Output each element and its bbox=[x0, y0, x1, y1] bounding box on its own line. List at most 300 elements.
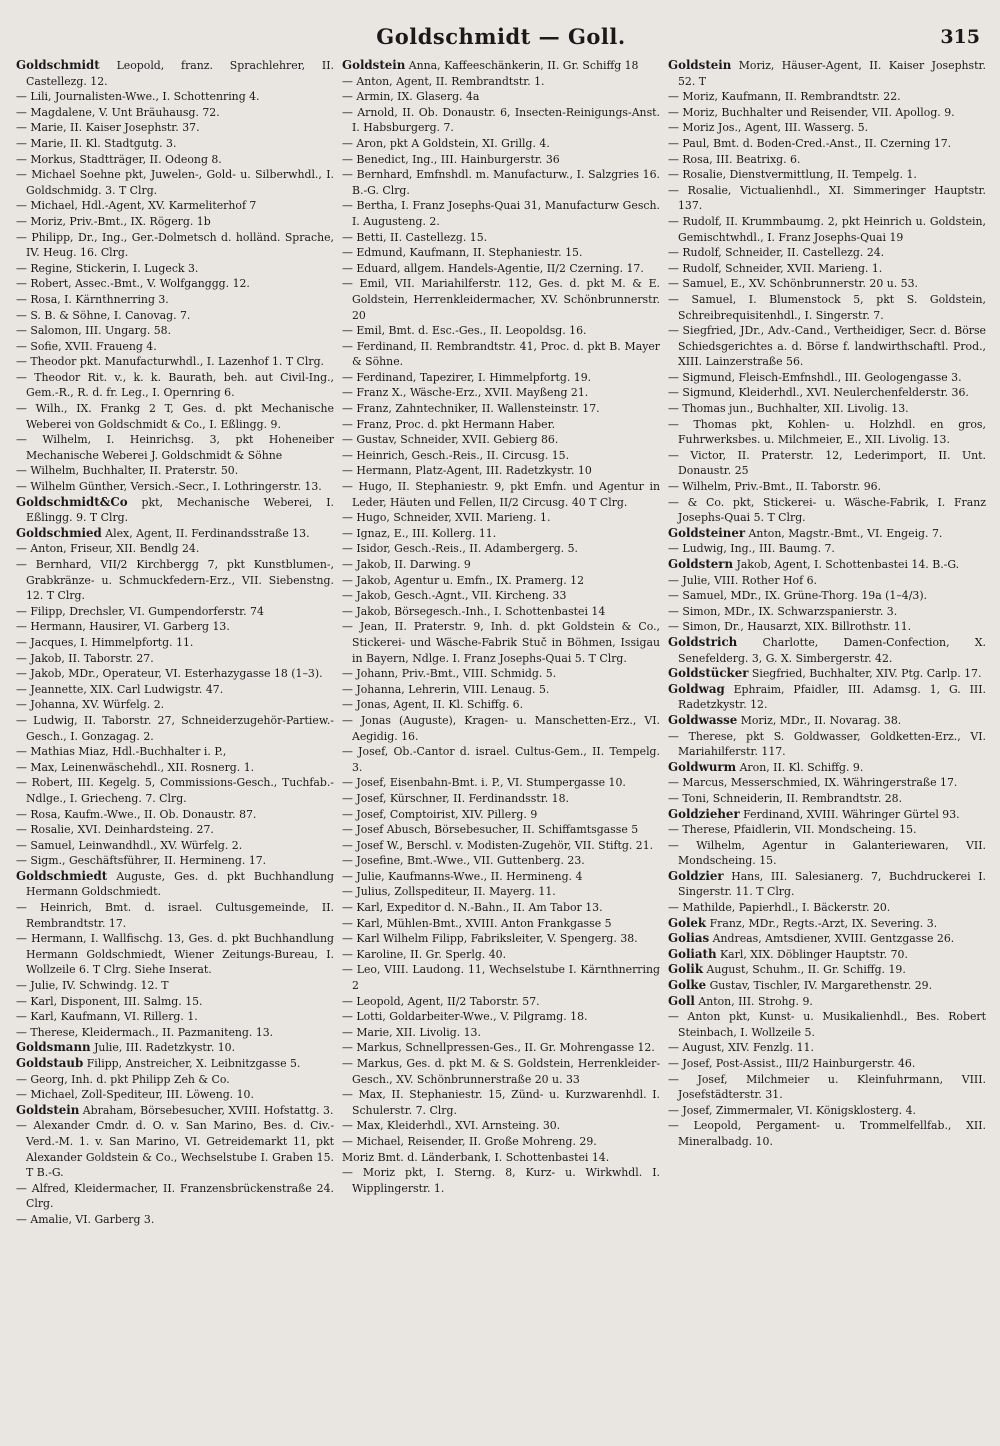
page-header bbox=[16, 22, 986, 58]
directory-entry bbox=[342, 58, 660, 74]
directory-entry bbox=[16, 978, 334, 994]
directory-entry bbox=[16, 604, 334, 620]
entry-text: Andreas, Amtsdiener, XVIII. Gentzgasse 26. bbox=[709, 932, 955, 946]
directory-entry bbox=[668, 152, 986, 168]
entry-text: — Rosa, Kaufm.-Wwe., II. Ob. Donaustr. 87. bbox=[16, 807, 257, 821]
directory-entry bbox=[668, 791, 986, 807]
entry-text: Franz, MDr., Regts.-Arzt, IX. Severing. 3. bbox=[706, 916, 938, 930]
directory-entry bbox=[342, 74, 660, 90]
directory-entry bbox=[342, 401, 660, 417]
directory-entry bbox=[342, 744, 660, 775]
entry-text: — Jacques, I. Himmelpfortg. 11. bbox=[16, 635, 194, 649]
entry-text: — Josef, Eisenbahn-Bmt. i. P., VI. Stumpergasse 10. bbox=[342, 776, 626, 790]
entry-surname: Golik bbox=[668, 962, 704, 977]
entry-text: — Anton, Agent, II. Rembrandtstr. 1. bbox=[342, 74, 545, 88]
entry-surname: Goldschmied bbox=[16, 525, 102, 540]
entry-text: — Anton pkt, Kunst- u. Musikalienhdl., Bes. Robert Steinbach, I. Wollzeile 5. bbox=[668, 1010, 986, 1039]
entry-surname: Goll bbox=[668, 993, 695, 1008]
directory-entry bbox=[668, 526, 986, 542]
directory-entry bbox=[342, 1009, 660, 1025]
entry-text: — Josef, Zimmermaler, VI. Königsklosterg. 4. bbox=[668, 1103, 916, 1117]
entry-text: — Franz, Proc. d. pkt Hermann Haber. bbox=[342, 417, 556, 431]
entry-surname: Goldwasse bbox=[668, 712, 738, 727]
entry-text: — Alfred, Kleidermacher, II. Franzensbrückenstraße 24. Clrg. bbox=[16, 1181, 334, 1211]
entry-text: Moriz, Häuser-Agent, II. Kaiser Josephstr. 52. T bbox=[678, 59, 986, 88]
entry-text: — Hermann, Hausirer, VI. Garberg 13. bbox=[16, 620, 230, 634]
directory-entry bbox=[16, 635, 334, 651]
entry-text: — Hermann, I. Wallfischg. 13, Ges. d. pkt Buchhandlung Hermann Goldschmiedt, Wiener Zeitungs-Bureau, I. Wollzeile 6. T Clrg. Siehe Inserat. bbox=[16, 932, 334, 977]
entry-text: — Isidor, Gesch.-Reis., II. Adambergerg. 5. bbox=[342, 542, 578, 556]
directory-entry bbox=[668, 619, 986, 635]
directory-entry bbox=[16, 822, 334, 838]
directory-entry bbox=[668, 604, 986, 620]
directory-entry bbox=[16, 1181, 334, 1212]
entry-text: — Josefine, Bmt.-Wwe., VII. Guttenberg. 23. bbox=[342, 854, 585, 868]
entry-text: Karl, XIX. Döblinger Hauptstr. 70. bbox=[716, 947, 908, 961]
entry-text: — Rosalie, Dienstvermittlung, II. Tempelg. 1. bbox=[668, 168, 917, 182]
directory-entry bbox=[16, 167, 334, 198]
directory-entry bbox=[16, 308, 334, 324]
entry-text: — Johanna, Lehrerin, VIII. Lenaug. 5. bbox=[342, 682, 550, 696]
entry-text: — Sofie, XVII. Fraueng 4. bbox=[16, 339, 157, 353]
entry-text: — Heinrich, Gesch.-Reis., II. Circusg. 15. bbox=[342, 448, 570, 462]
entry-text: — Amalie, VI. Garberg 3. bbox=[16, 1212, 155, 1226]
directory-entry bbox=[668, 541, 986, 557]
directory-entry bbox=[668, 292, 986, 323]
column-1 bbox=[16, 58, 334, 1228]
entry-text: — Josef, Milchmeier u. Kleinfuhrmann, VIII. Josefstädterstr. 31. bbox=[668, 1072, 986, 1102]
entry-surname: Goldstein bbox=[668, 58, 732, 72]
directory-entry bbox=[342, 869, 660, 885]
directory-entry bbox=[16, 495, 334, 526]
entry-text: — Mathilde, Papierhdl., I. Bäckerstr. 20. bbox=[668, 901, 891, 915]
entry-text: — Sigm., Geschäftsführer, II. Hermineng. 17. bbox=[16, 854, 267, 868]
directory-entry bbox=[668, 245, 986, 261]
entry-text: — Johann, Priv.-Bmt., VIII. Schmidg. 5. bbox=[342, 667, 557, 681]
entry-text: — Wilhelm Günther, Versich.-Secr., I. Lothringerstr. 13. bbox=[16, 480, 322, 494]
directory-entry bbox=[668, 978, 986, 994]
entry-text: Anna, Kaffeeschänkerin, II. Gr. Schiffg 18 bbox=[405, 59, 639, 72]
directory-entry bbox=[342, 807, 660, 823]
directory-entry bbox=[668, 822, 986, 838]
directory-entry bbox=[668, 495, 986, 526]
directory-entry bbox=[668, 183, 986, 214]
directory-entry bbox=[16, 136, 334, 152]
entry-text: — Josef Abusch, Börsebesucher, II. Schiffamtsgasse 5 bbox=[342, 823, 639, 837]
entry-text: Hans, III. Salesianerg. 7, Buchdruckerei I. Singerstr. 11. T Clrg. bbox=[678, 869, 986, 899]
directory-entry bbox=[668, 947, 986, 963]
entry-text: — Karoline, II. Gr. Sperlg. 40. bbox=[342, 947, 507, 961]
directory-entry bbox=[668, 994, 986, 1010]
directory-entry bbox=[342, 931, 660, 947]
directory-entry bbox=[342, 245, 660, 261]
directory-entry bbox=[16, 276, 334, 292]
entry-text: Moriz, MDr., II. Novarag. 38. bbox=[737, 713, 902, 727]
entry-text: — Betti, II. Castellezg. 15. bbox=[342, 230, 488, 244]
entry-text: — Therese, Pfaidlerin, VII. Mondscheing. 15. bbox=[668, 823, 917, 837]
directory-entry bbox=[16, 994, 334, 1010]
directory-entry bbox=[668, 1040, 986, 1056]
entry-text: Julie, III. Radetzkystr. 10. bbox=[90, 1041, 236, 1055]
entry-text: Aron, II. Kl. Schiffg. 9. bbox=[736, 760, 864, 774]
entry-text: — Max, Leinenwäschehdl., XII. Rosnerg. 1. bbox=[16, 760, 255, 774]
directory-entry bbox=[342, 1150, 660, 1166]
directory-entry bbox=[342, 167, 660, 198]
directory-entry bbox=[668, 635, 986, 666]
entry-text: — Marie, II. Kl. Stadtgutg. 3. bbox=[16, 136, 177, 150]
entry-text: — Emil, Bmt. d. Esc.-Ges., II. Leopoldsg. 16. bbox=[342, 324, 587, 338]
directory-entry bbox=[342, 323, 660, 339]
directory-entry bbox=[668, 385, 986, 401]
directory-entry bbox=[342, 1056, 660, 1087]
entry-text: — Michael, Hdl.-Agent, XV. Karmeliterhof 7 bbox=[16, 199, 257, 213]
entry-text: — Jakob, Börsegesch.-Inh., I. Schottenbastei 14 bbox=[342, 604, 606, 618]
entry-surname: Goliath bbox=[668, 946, 717, 961]
directory-entry bbox=[668, 448, 986, 479]
directory-entry bbox=[16, 838, 334, 854]
entry-text: — Jonas, Agent, II. Kl. Schiffg. 6. bbox=[342, 698, 524, 712]
directory-entry bbox=[668, 1056, 986, 1072]
entry-surname: Goldsmann bbox=[16, 1040, 91, 1055]
entry-text: — Moriz, Buchhalter und Reisender, VII. Apollog. 9. bbox=[668, 105, 955, 119]
entry-text: — Moriz, Kaufmann, II. Rembrandtstr. 22. bbox=[668, 90, 901, 104]
entry-surname: Goldstücker bbox=[668, 666, 749, 681]
directory-entry bbox=[16, 1087, 334, 1103]
entry-text: — Sigmund, Kleiderhdl., XVI. Neulerchenfelderstr. 36. bbox=[668, 386, 969, 400]
entry-text: — Lotti, Goldarbeiter-Wwe., V. Pilgramg. 18. bbox=[342, 1010, 588, 1024]
directory-entry bbox=[668, 323, 986, 370]
entry-text: — Ludwig, Ing., III. Baumg. 7. bbox=[668, 542, 835, 556]
entry-text: — Jakob, II. Darwing. 9 bbox=[342, 558, 471, 571]
entry-text: — Lili, Journalisten-Wwe., I. Schottenring 4. bbox=[16, 90, 260, 104]
entry-text: — Samuel, E., XV. Schönbrunnerstr. 20 u. 53. bbox=[668, 277, 918, 291]
entry-surname: Goldzier bbox=[668, 868, 724, 883]
directory-entry bbox=[342, 541, 660, 557]
directory-entry bbox=[342, 557, 660, 573]
page-number: 315 bbox=[940, 26, 980, 48]
entry-text: Anton, III. Strohg. 9. bbox=[694, 994, 813, 1008]
directory-entry bbox=[16, 230, 334, 261]
entry-text: — Michael, Reisender, II. Große Mohreng. 29. bbox=[342, 1134, 597, 1148]
entry-text: — Julius, Zollspediteur, II. Mayerg. 11. bbox=[342, 885, 556, 899]
entry-text: — Benedict, Ing., III. Hainburgerstr. 36 bbox=[342, 152, 560, 166]
directory-entry bbox=[342, 198, 660, 229]
directory-entry bbox=[16, 1009, 334, 1025]
entry-text: — Josef, Ob.-Cantor d. israel. Cultus-Gem., II. Tempelg. 3. bbox=[342, 745, 660, 774]
entry-surname: Goldstein bbox=[342, 58, 406, 72]
directory-entry bbox=[16, 1025, 334, 1041]
entry-text: Filipp, Anstreicher, X. Leibnitzgasse 5. bbox=[83, 1057, 301, 1070]
directory-entry bbox=[668, 136, 986, 152]
entry-text: — Bernhard, Emfnshdl. m. Manufacturw., I. Salzgries 16. B.-G. Clrg. bbox=[342, 168, 660, 197]
entry-surname: Goldschmidt&Co bbox=[16, 494, 128, 509]
directory-entry bbox=[668, 261, 986, 277]
directory-entry bbox=[342, 1087, 660, 1118]
entry-text: — Michael Soehne pkt, Juwelen-, Gold- u. Silberwhdl., I. Goldschmidg. 3. T Clrg. bbox=[16, 168, 334, 197]
directory-entry bbox=[668, 807, 986, 823]
entry-text: — Wilh., IX. Frankg 2 T, Ges. d. pkt Mechanische Weberei von Goldschmidt & Co., I. Eßlingg. 9. bbox=[16, 402, 334, 431]
directory-entry bbox=[342, 884, 660, 900]
directory-entry bbox=[342, 838, 660, 854]
entry-surname: Goldschmiedt bbox=[16, 868, 108, 883]
entry-text: — Jakob, Agentur u. Emfn., IX. Pramerg. 12 bbox=[342, 573, 584, 587]
directory-entry bbox=[342, 588, 660, 604]
directory-entry bbox=[668, 105, 986, 121]
directory-entry bbox=[342, 448, 660, 464]
entry-text: Jakob, Agent, I. Schottenbastei 14. B.-G. bbox=[733, 558, 960, 571]
entry-text: — Karl, Kaufmann, VI. Rillerg. 1. bbox=[16, 1010, 198, 1024]
directory-entry bbox=[342, 339, 660, 370]
entry-text: — Karl, Expeditor d. N.-Bahn., II. Am Tabor 13. bbox=[342, 901, 603, 915]
entry-text: — Jakob, II. Taborstr. 27. bbox=[16, 651, 154, 665]
directory-entry bbox=[668, 916, 986, 932]
directory-entry bbox=[16, 198, 334, 214]
directory-entry bbox=[668, 1103, 986, 1119]
entry-text: — Therese, pkt S. Goldwasser, Goldketten-Erz., VI. Mariahilferstr. 117. bbox=[668, 729, 986, 759]
directory-entry bbox=[668, 931, 986, 947]
directory-entry bbox=[342, 385, 660, 401]
entry-text: — Leo, VIII. Laudong. 11, Wechselstube I. Kärnthnerring 2 bbox=[342, 963, 660, 993]
directory-entry bbox=[16, 370, 334, 401]
directory-entry bbox=[342, 261, 660, 277]
entry-text: — Max, Kleiderhdl., XVI. Arnsteing. 30. bbox=[342, 1119, 561, 1133]
entry-text: — Toni, Schneiderin, II. Rembrandtstr. 28. bbox=[668, 791, 903, 805]
column-3 bbox=[668, 58, 986, 1228]
directory-entry bbox=[342, 479, 660, 510]
entry-text: — Jean, II. Praterstr. 9, Inh. d. pkt Goldstein & Co., Stickerei- und Wäsche-Fabrik Stuč in Böhmen, Issigau in Bayern, Ndlge. I. Franz Josephs-Quai 5. T Clrg. bbox=[342, 620, 660, 665]
entry-text: — Wilhelm, Buchhalter, II. Praterstr. 50. bbox=[16, 464, 239, 478]
entry-text: Charlotte, Damen-Confection, X. Senefelderg. 3, G. X. Simbergerstr. 42. bbox=[678, 635, 986, 665]
directory-entry bbox=[16, 1212, 334, 1228]
directory-entry bbox=[668, 869, 986, 900]
directory-entry bbox=[16, 354, 334, 370]
directory-entry bbox=[668, 1072, 986, 1103]
directory-entry bbox=[668, 713, 986, 729]
directory-entry bbox=[668, 276, 986, 292]
directory-entry bbox=[342, 1025, 660, 1041]
entry-text: — Josef, Post-Assist., III/2 Hainburgerstr. 46. bbox=[668, 1057, 916, 1070]
entry-text: — Sigmund, Fleisch-Emfnshdl., III. Geologengasse 3. bbox=[668, 370, 962, 384]
entry-text: — Eduard, allgem. Handels-Agentie, II/2 Czerning. 17. bbox=[342, 261, 644, 275]
directory-entry bbox=[342, 510, 660, 526]
directory-entry bbox=[668, 760, 986, 776]
entry-text: Leopold, franz. Sprachlehrer, II. Castellezg. 12. bbox=[26, 59, 334, 88]
entry-text: — Aron, pkt A Goldstein, XI. Grillg. 4. bbox=[342, 136, 550, 150]
entry-text: — Julie, IV. Schwindg. 12. T bbox=[16, 979, 169, 993]
entry-text: — Rosalie, XVI. Deinhardsteing. 27. bbox=[16, 823, 214, 837]
directory-entry bbox=[16, 744, 334, 760]
directory-entry bbox=[16, 463, 334, 479]
entry-text: — Bernhard, VII/2 Kirchbergg 7, pkt Kunstblumen-, Grabkränze- u. Schmuckfedern-Erz., VII. Siebenstng. 12. T Clrg. bbox=[16, 558, 334, 603]
entry-text: — Rosa, III. Beatrixg. 6. bbox=[668, 152, 801, 166]
entry-text: — Markus, Schnellpressen-Ges., II. Gr. Mohrengasse 12. bbox=[342, 1041, 655, 1055]
directory-entry bbox=[342, 775, 660, 791]
entry-surname: Goldstein bbox=[16, 1102, 80, 1117]
directory-entry bbox=[16, 401, 334, 432]
entry-text: — Hermann, Platz-Agent, III. Radetzkystr. 10 bbox=[342, 464, 592, 478]
entry-text: — Salomon, III. Ungarg. 58. bbox=[16, 324, 172, 338]
entry-text: — Arnold, II. Ob. Donaustr. 6, Insecten-Reinigungs-Anst. I. Habsburgerg. 7. bbox=[342, 105, 660, 135]
entry-surname: Goldstrich bbox=[668, 634, 738, 649]
entry-text: Gustav, Tischler, IV. Margarethenstr. 29. bbox=[706, 979, 933, 993]
directory-entry bbox=[342, 370, 660, 386]
entry-text: — Rosa, I. Kärnthnerring 3. bbox=[16, 292, 169, 306]
directory-entry bbox=[342, 573, 660, 589]
entry-text: — Robert, III. Kegelg. 5, Commissions-Gesch., Tuchfab.-Ndlge., I. Griecheng. 7. Clrg. bbox=[16, 776, 334, 805]
entry-text: — Hugo, II. Stephaniestr. 9, pkt Emfn. und Agentur in Leder, Häuten und Fellen, II/2 Circusg. 40 T Clrg. bbox=[342, 480, 660, 509]
entry-text: — Moriz, Priv.-Bmt., IX. Rögerg. 1b bbox=[16, 214, 211, 228]
directory-entry bbox=[342, 1118, 660, 1134]
entry-text: — Heinrich, Bmt. d. israel. Cultusgemeinde, II. Rembrandtstr. 17. bbox=[16, 901, 334, 930]
entry-text: — Thomas jun., Buchhalter, XII. Livolig. 13. bbox=[668, 402, 909, 416]
directory-entry bbox=[16, 152, 334, 168]
entry-text: — Hugo, Schneider, XVII. Marieng. 1. bbox=[342, 511, 551, 525]
entry-text: — Simon, Dr., Hausarzt, XIX. Billrothstr. 11. bbox=[668, 620, 912, 634]
entry-text: — Franz X., Wäsche-Erz., XVII. Mayßeng 21. bbox=[342, 386, 589, 400]
directory-entry bbox=[342, 853, 660, 869]
directory-entry bbox=[668, 58, 986, 89]
entry-text: — Marcus, Messerschmied, IX. Währingerstraße 17. bbox=[668, 776, 958, 790]
entry-text: — Morkus, Stadtträger, II. Odeong 8. bbox=[16, 152, 222, 166]
directory-entry bbox=[16, 105, 334, 121]
entry-text: — Ludwig, II. Taborstr. 27, Schneiderzugehör-Partiew.-Gesch., I. Gonzagag. 2. bbox=[16, 713, 334, 743]
entry-text: — Karl, Disponent, III. Salmg. 15. bbox=[16, 994, 203, 1008]
directory-entry bbox=[668, 89, 986, 105]
directory-entry bbox=[668, 666, 986, 682]
entry-text: — August, XIV. Fenzlg. 11. bbox=[668, 1041, 814, 1055]
directory-entry bbox=[16, 900, 334, 931]
entry-text: — Julie, VIII. Rother Hof 6. bbox=[668, 573, 817, 587]
entry-surname: Goldstaub bbox=[16, 1056, 84, 1070]
directory-entry bbox=[342, 994, 660, 1010]
entry-text: — Bertha, I. Franz Josephs-Quai 31, Manufacturw Gesch. I. Augusteng. 2. bbox=[342, 199, 660, 228]
entry-surname: Goldwurm bbox=[668, 759, 737, 774]
directory-entry bbox=[16, 869, 334, 900]
running-head: Goldschmidt — Goll. bbox=[376, 24, 626, 49]
directory-entry bbox=[16, 1072, 334, 1088]
directory-entry bbox=[16, 526, 334, 542]
directory-entry bbox=[668, 167, 986, 183]
entry-surname: Golias bbox=[668, 931, 710, 946]
entry-text: — Jeannette, XIX. Carl Ludwigstr. 47. bbox=[16, 682, 224, 696]
directory-entry bbox=[668, 1009, 986, 1040]
entry-text: — Armin, IX. Glaserg. 4a bbox=[342, 90, 480, 104]
directory-entry bbox=[342, 1165, 660, 1196]
directory-entry bbox=[342, 136, 660, 152]
directory-entry bbox=[16, 432, 334, 463]
entry-text: — Theodor Rit. v., k. k. Baurath, beh. aut Civil-Ing., Gem.-R., R. d. fr. Leg., I. Opernring 6. bbox=[16, 370, 334, 400]
directory-entry bbox=[342, 152, 660, 168]
entry-text: Ferdinand, XVIII. Währinger Gürtel 93. bbox=[739, 807, 960, 821]
entry-text: — Siegfried, JDr., Adv.-Cand., Vertheidiger, Secr. d. Börse Schiedsgerichtes a. d. Börse f. landwirthschaftl. Prod., XIII. Lainzerstraße 56. bbox=[668, 324, 986, 369]
entry-text: — Jakob, Gesch.-Agnt., VII. Kircheng. 33 bbox=[342, 589, 567, 603]
directory-entry bbox=[668, 214, 986, 245]
entry-text: — Leopold, Pergament- u. Trommelfellfab., XII. Mineralbadg. 10. bbox=[668, 1119, 986, 1148]
directory-entry bbox=[16, 214, 334, 230]
entry-text: — Leopold, Agent, II/2 Taborstr. 57. bbox=[342, 994, 540, 1008]
directory-entry bbox=[342, 604, 660, 620]
directory-entry bbox=[16, 713, 334, 744]
entry-text: — Rudolf, Schneider, XVII. Marieng. 1. bbox=[668, 261, 883, 275]
entry-text: — Samuel, MDr., IX. Grüne-Thorg. 19a (1–4/3). bbox=[668, 589, 928, 603]
directory-entry bbox=[668, 401, 986, 417]
directory-entry bbox=[16, 666, 334, 682]
entry-text: — Josef, Kürschner, II. Ferdinandsstr. 18. bbox=[342, 791, 569, 805]
directory-entry bbox=[668, 900, 986, 916]
directory-entry bbox=[16, 89, 334, 105]
directory-entry bbox=[16, 292, 334, 308]
entry-text: — Magdalene, V. Unt Bräuhausg. 72. bbox=[16, 105, 220, 119]
directory-entry bbox=[342, 89, 660, 105]
directory-entry bbox=[16, 323, 334, 339]
directory-entry bbox=[16, 931, 334, 978]
entry-text: — S. B. & Söhne, I. Canovag. 7. bbox=[16, 308, 191, 322]
directory-entry bbox=[668, 573, 986, 589]
directory-entry bbox=[16, 682, 334, 698]
entry-text: — Wilhelm, I. Heinrichsg. 3, pkt Hoheneiber Mechanische Weberei J. Goldschmidt & Söhne bbox=[16, 433, 334, 462]
entry-text: — Mathias Miaz, Hdl.-Buchhalter i. P., bbox=[16, 745, 227, 759]
entry-text: — Ferdinand, Tapezirer, I. Himmelpfortg. 19. bbox=[342, 370, 592, 384]
directory-entry bbox=[668, 838, 986, 869]
entry-text: — Samuel, I. Blumenstock 5, pkt S. Goldstein, Schreibrequisitenhdl., I. Singerstr. 7. bbox=[668, 292, 986, 322]
directory-entry bbox=[668, 729, 986, 760]
entry-text: — Victor, II. Praterstr. 12, Lederimport, II. Unt. Donaustr. 25 bbox=[668, 448, 986, 478]
entry-text: — Marie, XII. Livolig. 13. bbox=[342, 1025, 481, 1039]
entry-text: pkt, Mechanische Weberei, I. Eßlingg. 9. T Clrg. bbox=[26, 495, 334, 525]
directory-entry bbox=[342, 526, 660, 542]
directory-entry bbox=[342, 230, 660, 246]
entry-text: — Edmund, Kaufmann, II. Stephaniestr. 15. bbox=[342, 246, 583, 260]
entry-text: — Josef W., Berschl. v. Modisten-Zugehör, VII. Stiftg. 21. bbox=[342, 838, 654, 852]
entry-text: — Theodor pkt. Manufacturwhdl., I. Lazenhof 1. T Clrg. bbox=[16, 355, 325, 369]
directory-entry bbox=[668, 1118, 986, 1149]
directory-entry bbox=[16, 1103, 334, 1119]
entry-text: Ephraim, Pfaidler, III. Adamsg. 1, G. III. Radetzkystr. 12. bbox=[678, 682, 986, 712]
directory-entry bbox=[16, 1056, 334, 1072]
entry-surname: Goldsteiner bbox=[668, 525, 746, 540]
entry-text: — Wilhelm, Priv.-Bmt., II. Taborstr. 96. bbox=[668, 480, 882, 494]
directory-entry bbox=[342, 900, 660, 916]
directory-entry bbox=[342, 432, 660, 448]
entry-text: Alex, Agent, II. Ferdinandsstraße 13. bbox=[101, 526, 310, 540]
entry-text: — Filipp, Drechsler, VI. Gumpendorferstr. 74 bbox=[16, 604, 264, 618]
directory-entry bbox=[342, 697, 660, 713]
entry-text: — Ferdinand, II. Rembrandtstr. 41, Proc. d. pkt B. Mayer & Söhne. bbox=[342, 339, 660, 369]
entry-text: — Josef, Comptoirist, XIV. Pillerg. 9 bbox=[342, 807, 538, 821]
entry-text: — Samuel, Leinwandhdl., XV. Würfelg. 2. bbox=[16, 838, 243, 852]
entry-text: Moriz Bmt. d. Länderbank, I. Schottenbastei 14. bbox=[342, 1150, 610, 1164]
directory-entry bbox=[16, 339, 334, 355]
entry-text: — Alexander Cmdr. d. O. v. San Marino, Bes. d. Civ.-Verd.-M. 1. v. San Marino, VI. Getreidemarkt 11, pkt Alexander Goldstein & Co., Wechselstube I. Graben 15. T B.-G. bbox=[16, 1119, 334, 1180]
directory-entry bbox=[668, 479, 986, 495]
directory-entry bbox=[342, 822, 660, 838]
directory-entry bbox=[342, 417, 660, 433]
directory-entry bbox=[342, 666, 660, 682]
directory-entry bbox=[668, 120, 986, 136]
directory-entry bbox=[668, 775, 986, 791]
directory-entry bbox=[342, 1040, 660, 1056]
directory-entry bbox=[16, 651, 334, 667]
entry-surname: Golek bbox=[668, 915, 707, 930]
directory-entry bbox=[668, 962, 986, 978]
entry-text: — Michael, Zoll-Spediteur, III. Löweng. 10. bbox=[16, 1088, 254, 1102]
directory-entry bbox=[16, 853, 334, 869]
directory-entry bbox=[16, 697, 334, 713]
directory-entry bbox=[342, 1134, 660, 1150]
entry-text: Siegfried, Buchhalter, XIV. Ptg. Carlp. 17. bbox=[748, 667, 982, 681]
entry-text: — Simon, MDr., IX. Schwarzspanierstr. 3. bbox=[668, 604, 898, 618]
entry-text: Auguste, Ges. d. pkt Buchhandlung Hermann Goldschmiedt. bbox=[26, 869, 334, 899]
